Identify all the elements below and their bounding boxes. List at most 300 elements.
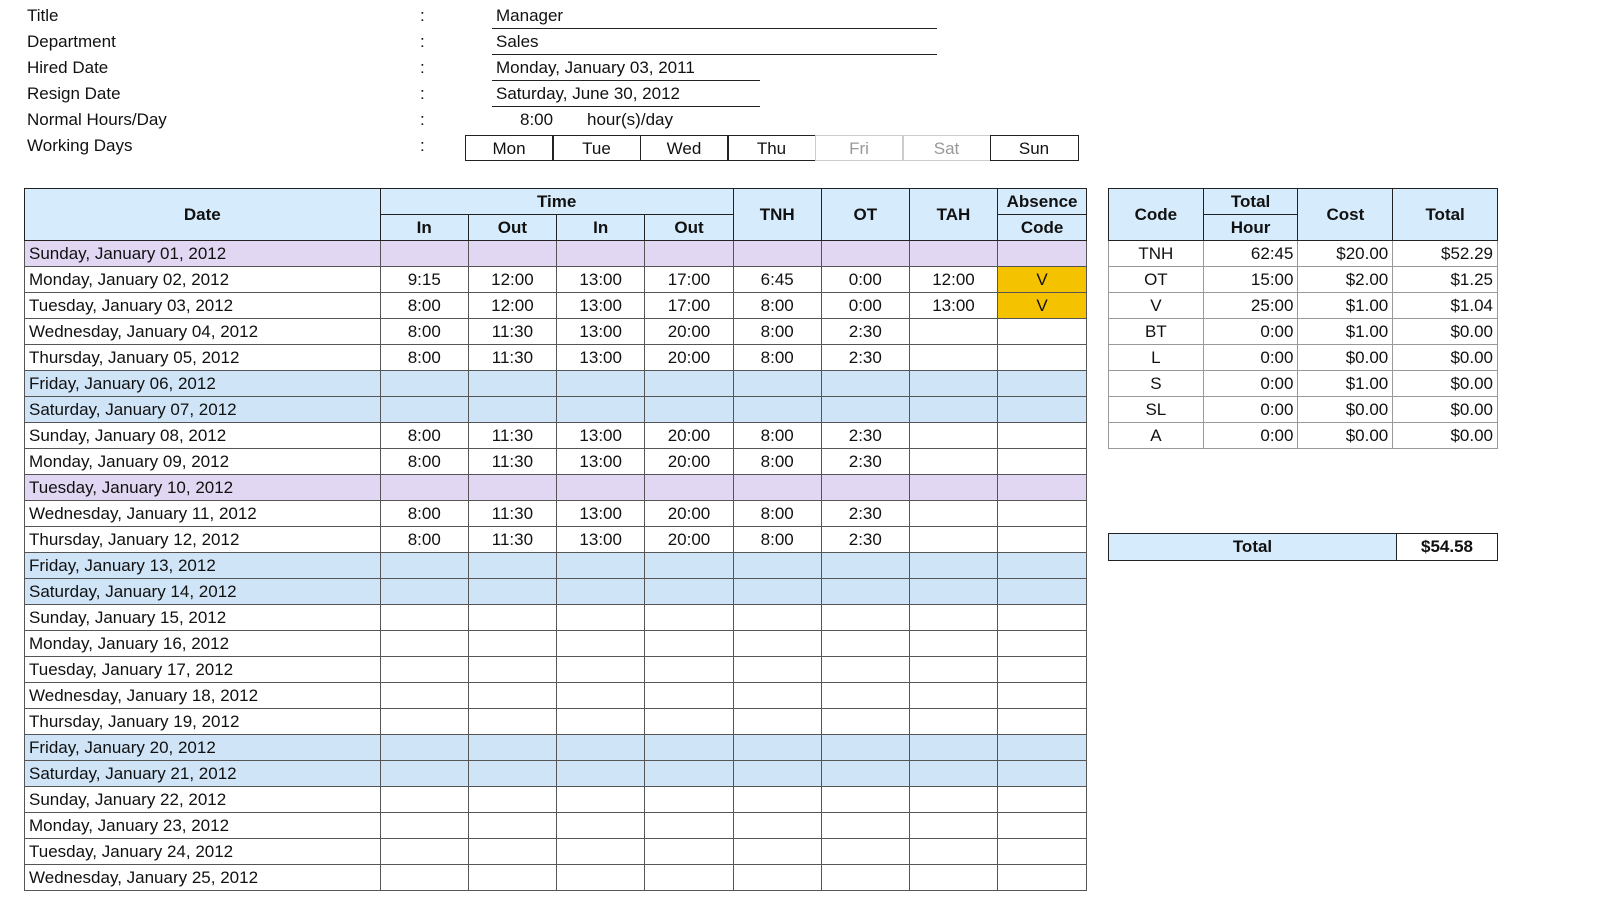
ot-cell[interactable]: 2:30: [821, 449, 909, 475]
normal-hours-colon: :: [420, 110, 425, 129]
timesheet-row: [25, 293, 1087, 319]
ot-cell[interactable]: 2:30: [821, 345, 909, 371]
in-1-cell[interactable]: [380, 579, 468, 605]
summary-hours-cell: 62:45: [1203, 241, 1298, 267]
out-1-cell[interactable]: [468, 553, 556, 579]
tah-cell[interactable]: [909, 683, 997, 709]
tah-cell[interactable]: [909, 579, 997, 605]
timesheet-table: [24, 188, 1087, 891]
timesheet-row: [25, 605, 1087, 631]
tah-cell[interactable]: [909, 813, 997, 839]
absence-code-cell[interactable]: [998, 553, 1087, 579]
tah-cell[interactable]: [909, 839, 997, 865]
ot-cell[interactable]: 2:30: [821, 319, 909, 345]
date-cell: Saturday, January 14, 2012: [25, 579, 381, 605]
ot-cell[interactable]: [821, 397, 909, 423]
ot-cell[interactable]: 2:30: [821, 527, 909, 553]
tah-cell[interactable]: [909, 241, 997, 267]
summary-cost-cell: $20.00: [1298, 241, 1393, 267]
tnh-cell[interactable]: [733, 761, 821, 787]
ot-cell[interactable]: 2:30: [821, 423, 909, 449]
out-1-cell[interactable]: [468, 371, 556, 397]
ot-cell[interactable]: [821, 865, 909, 891]
out-2-cell[interactable]: [645, 657, 733, 683]
out-1-cell[interactable]: [468, 735, 556, 761]
tah-cell[interactable]: [909, 423, 997, 449]
date-cell: Sunday, January 22, 2012: [25, 787, 381, 813]
tnh-cell[interactable]: [733, 579, 821, 605]
in-2-cell[interactable]: [557, 553, 645, 579]
out-1-cell[interactable]: 11:30: [468, 345, 556, 371]
in-2-cell[interactable]: [557, 371, 645, 397]
working-days-selector: [466, 135, 1079, 161]
absence-code-cell[interactable]: [998, 813, 1087, 839]
header-time: Time: [380, 189, 733, 215]
tah-cell[interactable]: 12:00: [909, 267, 997, 293]
in-1-cell[interactable]: 8:00: [380, 449, 468, 475]
ot-cell[interactable]: 0:00: [821, 293, 909, 319]
in-1-cell[interactable]: 8:00: [380, 501, 468, 527]
date-cell: Sunday, January 08, 2012: [25, 423, 381, 449]
out-1-cell[interactable]: 12:00: [468, 293, 556, 319]
tnh-cell[interactable]: [733, 839, 821, 865]
out-1-cell[interactable]: [468, 709, 556, 735]
working-days-colon: :: [420, 136, 425, 155]
tnh-cell[interactable]: 8:00: [733, 527, 821, 553]
tnh-cell[interactable]: 8:00: [733, 293, 821, 319]
out-2-cell[interactable]: [645, 631, 733, 657]
summary-hours-cell: 25:00: [1203, 293, 1298, 319]
summary-row: [1109, 371, 1498, 397]
out-2-cell[interactable]: [645, 865, 733, 891]
header-out-1: Out: [468, 215, 556, 241]
out-2-cell[interactable]: [645, 761, 733, 787]
out-1-cell[interactable]: 11:30: [468, 449, 556, 475]
date-cell: Friday, January 13, 2012: [25, 553, 381, 579]
grand-total-label: Total: [1109, 534, 1397, 561]
hired-date-field[interactable]: Monday, January 03, 2011: [492, 55, 760, 81]
out-1-cell[interactable]: [468, 579, 556, 605]
out-2-cell[interactable]: [645, 475, 733, 501]
in-2-cell[interactable]: 13:00: [557, 345, 645, 371]
out-2-cell[interactable]: 20:00: [645, 501, 733, 527]
timesheet-row: [25, 735, 1087, 761]
date-cell: Thursday, January 05, 2012: [25, 345, 381, 371]
summary-row: [1109, 423, 1498, 449]
tnh-cell[interactable]: [733, 709, 821, 735]
in-1-cell[interactable]: [380, 761, 468, 787]
absence-code-cell[interactable]: [998, 345, 1087, 371]
tnh-cell[interactable]: 8:00: [733, 319, 821, 345]
absence-code-cell[interactable]: [998, 657, 1087, 683]
ot-cell[interactable]: [821, 813, 909, 839]
date-cell: Tuesday, January 10, 2012: [25, 475, 381, 501]
out-2-cell[interactable]: [645, 579, 733, 605]
header-date: Date: [25, 189, 381, 241]
ot-cell[interactable]: [821, 475, 909, 501]
out-1-cell[interactable]: [468, 241, 556, 267]
out-1-cell[interactable]: [468, 397, 556, 423]
out-2-cell[interactable]: 17:00: [645, 293, 733, 319]
timesheet-row: [25, 709, 1087, 735]
out-2-cell[interactable]: [645, 683, 733, 709]
in-1-cell[interactable]: [380, 241, 468, 267]
in-1-cell[interactable]: [380, 865, 468, 891]
absence-code-cell[interactable]: [998, 475, 1087, 501]
absence-code-cell[interactable]: [998, 709, 1087, 735]
tnh-cell[interactable]: 8:00: [733, 449, 821, 475]
in-2-cell[interactable]: 13:00: [557, 319, 645, 345]
ot-cell[interactable]: 0:00: [821, 267, 909, 293]
header-in-2: In: [557, 215, 645, 241]
in-1-cell[interactable]: [380, 631, 468, 657]
ot-cell[interactable]: [821, 631, 909, 657]
absence-code-cell[interactable]: [998, 735, 1087, 761]
out-2-cell[interactable]: [645, 787, 733, 813]
resign-date-field[interactable]: Saturday, June 30, 2012: [492, 81, 760, 107]
in-2-cell[interactable]: [557, 605, 645, 631]
out-2-cell[interactable]: 17:00: [645, 267, 733, 293]
summary-code-cell: TNH: [1109, 241, 1204, 267]
department-colon: :: [420, 32, 425, 51]
tnh-cell[interactable]: 8:00: [733, 501, 821, 527]
summary-cost-cell: $1.00: [1298, 319, 1393, 345]
absence-code-cell[interactable]: [998, 397, 1087, 423]
summary-total-cell: $1.04: [1393, 293, 1498, 319]
tnh-cell[interactable]: [733, 241, 821, 267]
absence-code-cell[interactable]: [998, 449, 1087, 475]
tah-cell[interactable]: [909, 709, 997, 735]
in-1-cell[interactable]: 8:00: [380, 527, 468, 553]
in-1-cell[interactable]: 8:00: [380, 423, 468, 449]
date-cell: Sunday, January 01, 2012: [25, 241, 381, 267]
in-1-cell[interactable]: [380, 839, 468, 865]
absence-code-cell[interactable]: [998, 761, 1087, 787]
tnh-cell[interactable]: [733, 865, 821, 891]
absence-code-cell[interactable]: [998, 579, 1087, 605]
resign-date-label: Resign Date: [27, 84, 121, 103]
tah-cell[interactable]: [909, 397, 997, 423]
tnh-cell[interactable]: [733, 683, 821, 709]
header-in-1: In: [380, 215, 468, 241]
header-out-2: Out: [645, 215, 733, 241]
summary-total-cell: $0.00: [1393, 397, 1498, 423]
summary-hours-cell: 0:00: [1203, 397, 1298, 423]
summary-hours-cell: 0:00: [1203, 319, 1298, 345]
in-2-cell[interactable]: 13:00: [557, 449, 645, 475]
tnh-cell[interactable]: [733, 787, 821, 813]
date-cell: Saturday, January 07, 2012: [25, 397, 381, 423]
timesheet-row: [25, 683, 1087, 709]
timesheet-row: [25, 345, 1087, 371]
tnh-cell[interactable]: [733, 735, 821, 761]
in-2-cell[interactable]: [557, 631, 645, 657]
header-tnh: TNH: [733, 189, 821, 241]
in-2-cell[interactable]: [557, 839, 645, 865]
out-2-cell[interactable]: 20:00: [645, 345, 733, 371]
date-cell: Tuesday, January 03, 2012: [25, 293, 381, 319]
tah-cell[interactable]: [909, 761, 997, 787]
timesheet-row: [25, 267, 1087, 293]
timesheet-row: [25, 319, 1087, 345]
in-1-cell[interactable]: [380, 397, 468, 423]
in-2-cell[interactable]: [557, 397, 645, 423]
in-2-cell[interactable]: 13:00: [557, 501, 645, 527]
tnh-cell[interactable]: [733, 475, 821, 501]
out-1-cell[interactable]: [468, 605, 556, 631]
tnh-cell[interactable]: 8:00: [733, 423, 821, 449]
in-2-cell[interactable]: [557, 657, 645, 683]
timesheet-row: [25, 813, 1087, 839]
normal-hours-label: Normal Hours/Day: [27, 110, 167, 129]
tah-cell[interactable]: [909, 553, 997, 579]
absence-code-cell[interactable]: V: [998, 267, 1087, 293]
in-1-cell[interactable]: 8:00: [380, 293, 468, 319]
absence-code-cell[interactable]: [998, 605, 1087, 631]
ot-cell[interactable]: [821, 605, 909, 631]
header-ot: OT: [821, 189, 909, 241]
in-1-cell[interactable]: [380, 475, 468, 501]
date-cell: Wednesday, January 25, 2012: [25, 865, 381, 891]
summary-code-cell: A: [1109, 423, 1204, 449]
tah-cell[interactable]: [909, 735, 997, 761]
tah-cell[interactable]: [909, 501, 997, 527]
ot-cell[interactable]: [821, 735, 909, 761]
department-field[interactable]: Sales: [492, 29, 937, 55]
out-2-cell[interactable]: [645, 813, 733, 839]
absence-code-cell[interactable]: [998, 319, 1087, 345]
out-1-cell[interactable]: 12:00: [468, 267, 556, 293]
out-1-cell[interactable]: 11:30: [468, 527, 556, 553]
tah-cell[interactable]: [909, 787, 997, 813]
ot-cell[interactable]: [821, 683, 909, 709]
out-2-cell[interactable]: [645, 241, 733, 267]
hired-date-colon: :: [420, 58, 425, 77]
out-2-cell[interactable]: [645, 735, 733, 761]
out-2-cell[interactable]: 20:00: [645, 423, 733, 449]
out-1-cell[interactable]: [468, 657, 556, 683]
working-days-label: Working Days: [27, 136, 133, 155]
ot-cell[interactable]: [821, 839, 909, 865]
out-1-cell[interactable]: [468, 631, 556, 657]
in-2-cell[interactable]: 13:00: [557, 423, 645, 449]
working-day-mon[interactable]: Mon: [465, 135, 554, 161]
out-1-cell[interactable]: [468, 813, 556, 839]
tah-cell[interactable]: [909, 631, 997, 657]
working-day-sun[interactable]: Sun: [990, 135, 1079, 161]
summary-total-cell: $0.00: [1393, 423, 1498, 449]
in-2-cell[interactable]: 13:00: [557, 293, 645, 319]
tah-cell[interactable]: [909, 475, 997, 501]
out-2-cell[interactable]: [645, 371, 733, 397]
in-2-cell[interactable]: 13:00: [557, 267, 645, 293]
timesheet-row: [25, 527, 1087, 553]
absence-code-cell[interactable]: [998, 631, 1087, 657]
out-2-cell[interactable]: [645, 553, 733, 579]
summary-hours-cell: 0:00: [1203, 345, 1298, 371]
out-2-cell[interactable]: [645, 839, 733, 865]
summary-total-cell: $0.00: [1393, 371, 1498, 397]
absence-code-cell[interactable]: [998, 527, 1087, 553]
out-1-cell[interactable]: 11:30: [468, 319, 556, 345]
date-cell: Monday, January 23, 2012: [25, 813, 381, 839]
tah-cell[interactable]: 13:00: [909, 293, 997, 319]
out-1-cell[interactable]: [468, 683, 556, 709]
date-cell: Friday, January 20, 2012: [25, 735, 381, 761]
in-2-cell[interactable]: [557, 735, 645, 761]
out-1-cell[interactable]: 11:30: [468, 501, 556, 527]
in-2-cell[interactable]: 13:00: [557, 527, 645, 553]
working-day-wed[interactable]: Wed: [640, 135, 729, 161]
in-1-cell[interactable]: [380, 657, 468, 683]
ot-cell[interactable]: [821, 709, 909, 735]
absence-code-cell[interactable]: [998, 683, 1087, 709]
normal-hours-field[interactable]: 8:00: [520, 110, 554, 129]
in-1-cell[interactable]: 8:00: [380, 345, 468, 371]
title-colon: :: [420, 6, 425, 25]
in-1-cell[interactable]: [380, 553, 468, 579]
timesheet-row: [25, 423, 1087, 449]
tah-cell[interactable]: [909, 449, 997, 475]
summary-code-cell: S: [1109, 371, 1204, 397]
out-1-cell[interactable]: [468, 787, 556, 813]
timesheet-row: [25, 761, 1087, 787]
working-day-fri[interactable]: Fri: [815, 135, 904, 161]
date-cell: Wednesday, January 04, 2012: [25, 319, 381, 345]
in-2-cell[interactable]: [557, 241, 645, 267]
out-2-cell[interactable]: 20:00: [645, 449, 733, 475]
out-2-cell[interactable]: [645, 605, 733, 631]
timesheet-row: [25, 787, 1087, 813]
header-tah: TAH: [909, 189, 997, 241]
in-1-cell[interactable]: [380, 813, 468, 839]
timesheet-row: [25, 449, 1087, 475]
date-cell: Thursday, January 19, 2012: [25, 709, 381, 735]
tah-cell[interactable]: [909, 345, 997, 371]
tnh-cell[interactable]: [733, 657, 821, 683]
timesheet-row: [25, 371, 1087, 397]
ot-cell[interactable]: [821, 761, 909, 787]
working-day-thu[interactable]: Thu: [727, 135, 816, 161]
grand-total-value: $54.58: [1397, 534, 1498, 561]
in-2-cell[interactable]: [557, 761, 645, 787]
ot-cell[interactable]: [821, 657, 909, 683]
summary-row: [1109, 241, 1498, 267]
tah-cell[interactable]: [909, 865, 997, 891]
absence-code-cell[interactable]: V: [998, 293, 1087, 319]
summary-code-cell: V: [1109, 293, 1204, 319]
out-2-cell[interactable]: 20:00: [645, 319, 733, 345]
tnh-cell[interactable]: [733, 813, 821, 839]
hired-date-label: Hired Date: [27, 58, 109, 77]
tnh-cell[interactable]: [733, 631, 821, 657]
absence-code-cell[interactable]: [998, 787, 1087, 813]
ot-cell[interactable]: [821, 371, 909, 397]
tnh-cell[interactable]: [733, 397, 821, 423]
tah-cell[interactable]: [909, 605, 997, 631]
absence-code-cell[interactable]: [998, 371, 1087, 397]
tah-cell[interactable]: [909, 319, 997, 345]
tnh-cell[interactable]: 6:45: [733, 267, 821, 293]
summary-hours-cell: 0:00: [1203, 371, 1298, 397]
title-field[interactable]: Manager: [492, 3, 937, 29]
out-2-cell[interactable]: [645, 397, 733, 423]
ot-cell[interactable]: [821, 787, 909, 813]
timesheet-row: [25, 501, 1087, 527]
tnh-cell[interactable]: [733, 371, 821, 397]
in-1-cell[interactable]: [380, 709, 468, 735]
in-2-cell[interactable]: [557, 579, 645, 605]
date-cell: Monday, January 09, 2012: [25, 449, 381, 475]
in-1-cell[interactable]: [380, 787, 468, 813]
out-1-cell[interactable]: [468, 865, 556, 891]
tah-cell[interactable]: [909, 527, 997, 553]
summary-row: [1109, 319, 1498, 345]
tah-cell[interactable]: [909, 657, 997, 683]
absence-code-cell[interactable]: [998, 241, 1087, 267]
in-2-cell[interactable]: [557, 709, 645, 735]
grand-total-table: [1108, 533, 1498, 561]
date-cell: Wednesday, January 18, 2012: [25, 683, 381, 709]
summary-total-cell: $0.00: [1393, 319, 1498, 345]
out-1-cell[interactable]: [468, 839, 556, 865]
absence-code-cell[interactable]: [998, 501, 1087, 527]
tnh-cell[interactable]: 8:00: [733, 345, 821, 371]
summary-cost-cell: $0.00: [1298, 423, 1393, 449]
absence-code-cell[interactable]: [998, 865, 1087, 891]
summary-header-total: Total: [1393, 189, 1498, 241]
tnh-cell[interactable]: [733, 553, 821, 579]
tah-cell[interactable]: [909, 371, 997, 397]
title-label: Title: [27, 6, 59, 25]
summary-total-cell: $52.29: [1393, 241, 1498, 267]
ot-cell[interactable]: [821, 241, 909, 267]
header-absence: Absence: [998, 189, 1087, 215]
date-cell: Monday, January 16, 2012: [25, 631, 381, 657]
summary-header-code: Code: [1109, 189, 1204, 241]
timesheet-row: [25, 397, 1087, 423]
ot-cell[interactable]: [821, 553, 909, 579]
absence-code-cell[interactable]: [998, 423, 1087, 449]
in-1-cell[interactable]: [380, 605, 468, 631]
absence-code-cell[interactable]: [998, 839, 1087, 865]
in-1-cell[interactable]: [380, 371, 468, 397]
date-cell: Wednesday, January 11, 2012: [25, 501, 381, 527]
tnh-cell[interactable]: [733, 605, 821, 631]
in-2-cell[interactable]: [557, 813, 645, 839]
out-2-cell[interactable]: [645, 709, 733, 735]
in-2-cell[interactable]: [557, 683, 645, 709]
in-1-cell[interactable]: 8:00: [380, 319, 468, 345]
ot-cell[interactable]: 2:30: [821, 501, 909, 527]
in-1-cell[interactable]: 9:15: [380, 267, 468, 293]
out-1-cell[interactable]: [468, 475, 556, 501]
out-1-cell[interactable]: [468, 761, 556, 787]
date-cell: Saturday, January 21, 2012: [25, 761, 381, 787]
out-2-cell[interactable]: 20:00: [645, 527, 733, 553]
in-2-cell[interactable]: [557, 475, 645, 501]
working-day-tue[interactable]: Tue: [552, 135, 641, 161]
summary-cost-cell: $0.00: [1298, 397, 1393, 423]
working-day-sat[interactable]: Sat: [902, 135, 991, 161]
in-1-cell[interactable]: [380, 735, 468, 761]
ot-cell[interactable]: [821, 579, 909, 605]
in-2-cell[interactable]: [557, 865, 645, 891]
out-1-cell[interactable]: 11:30: [468, 423, 556, 449]
in-1-cell[interactable]: [380, 683, 468, 709]
summary-header-total-hour: Total: [1203, 189, 1298, 215]
in-2-cell[interactable]: [557, 787, 645, 813]
